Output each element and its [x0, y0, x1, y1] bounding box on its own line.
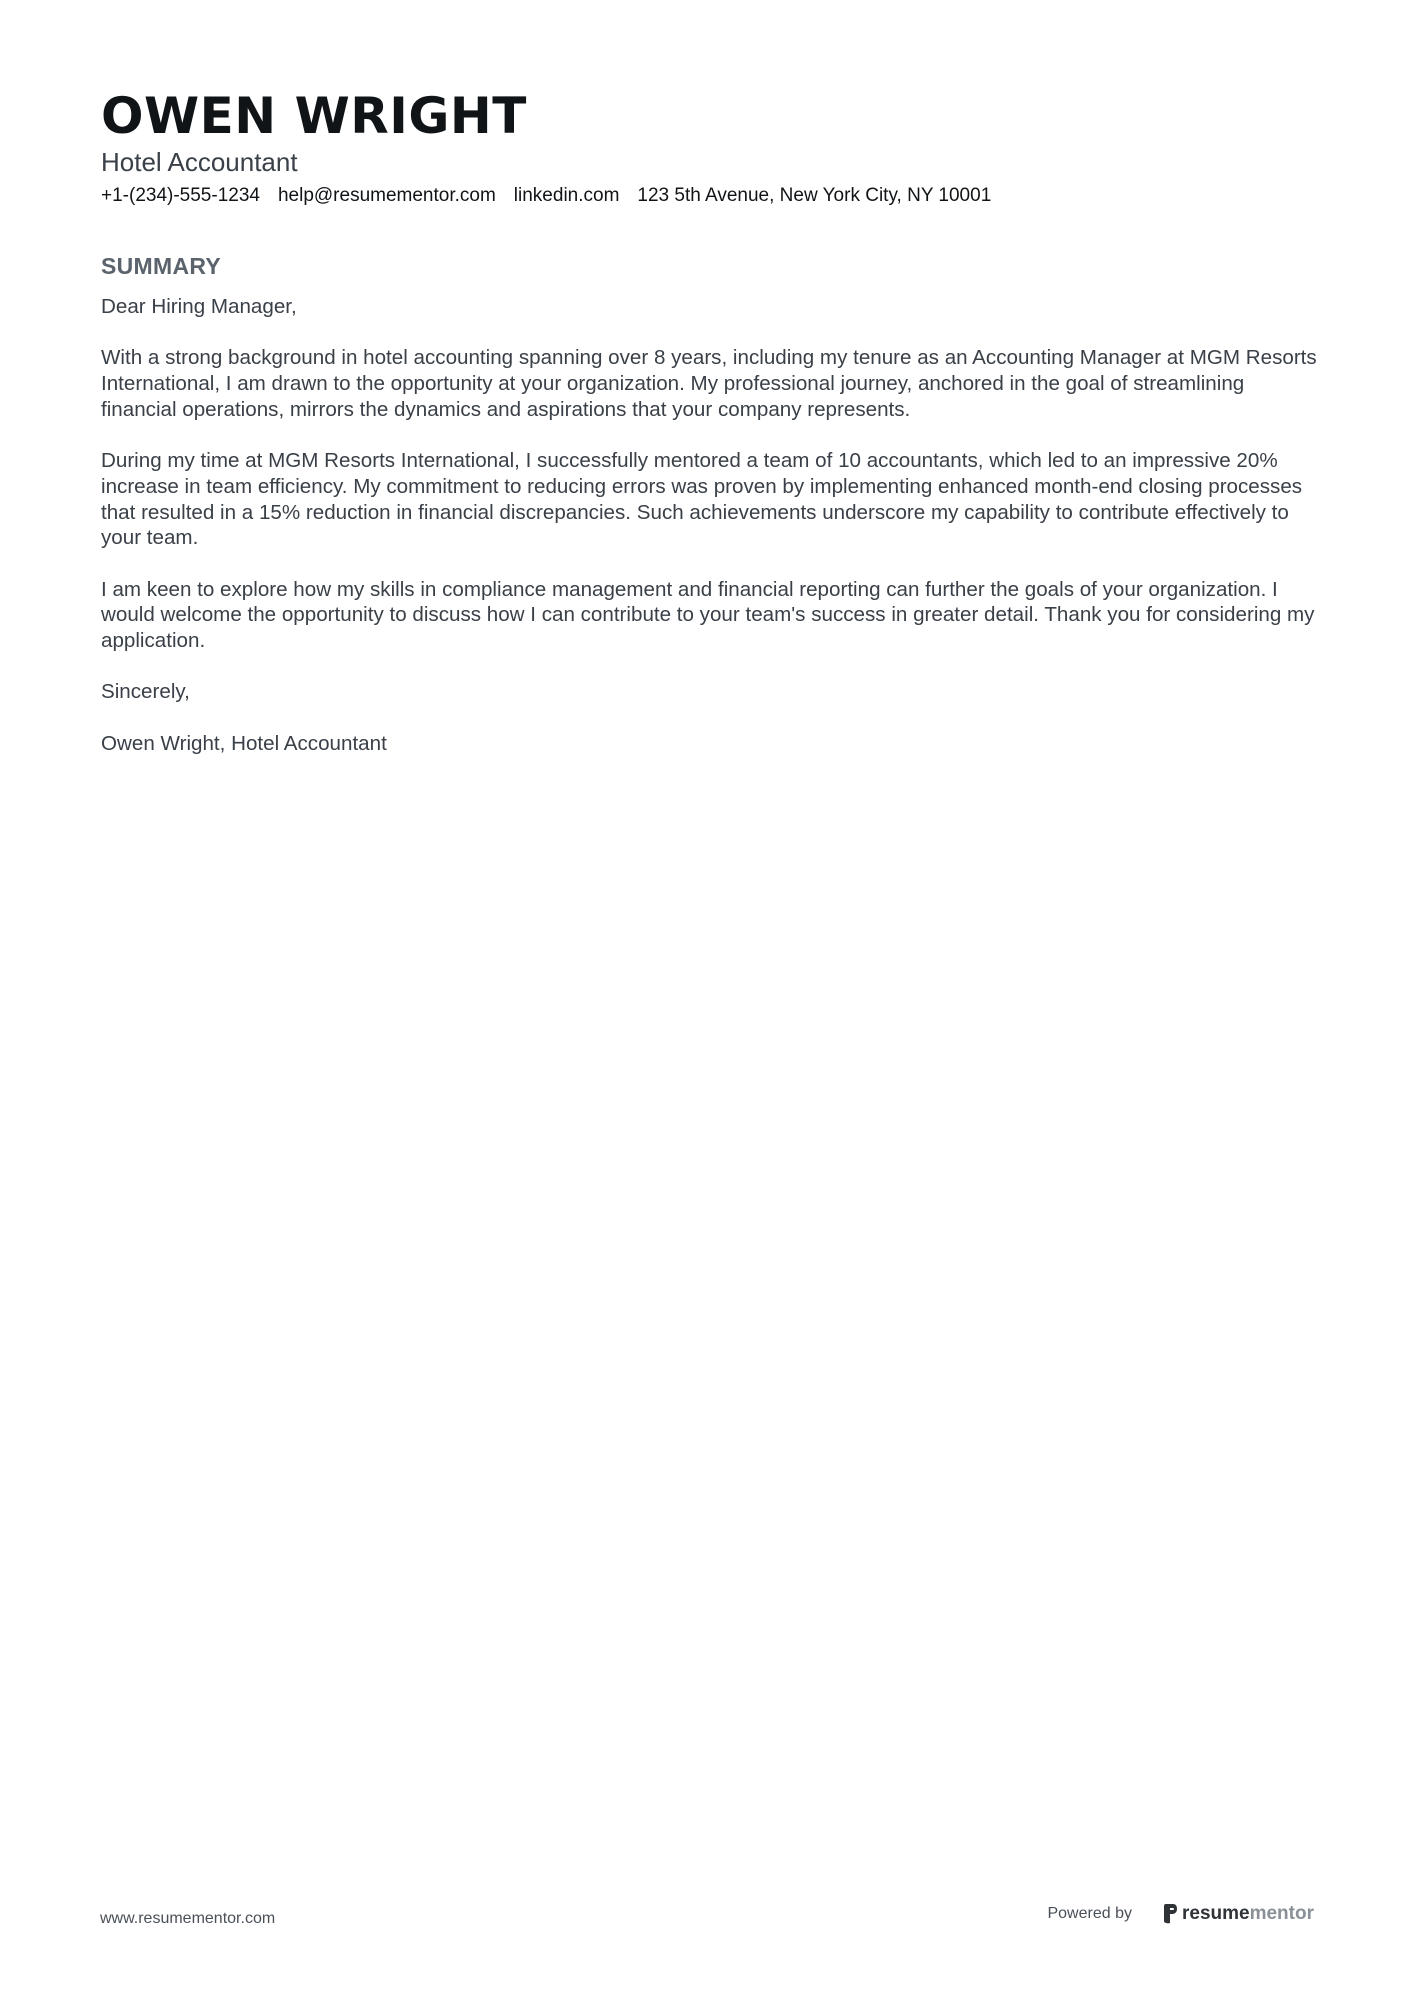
contact-phone: +1-(234)-555-1234: [101, 185, 260, 206]
contact-address: 123 5th Avenue, New York City, NY 10001: [637, 185, 992, 206]
letter-body: [101, 294, 1321, 782]
footer-website-link[interactable]: www.resumementor.com: [100, 1910, 276, 1927]
applicant-name: OWEN WRIGHT: [101, 87, 527, 145]
powered-by-label: Powered by: [1047, 1905, 1132, 1922]
letter-paragraph: With a strong background in hotel accounting spanning over 8 years, including my tenure as an Accounting Manager at MGM Resorts International, I am drawn to the opportunity at your organization. My professional journey, anchored in the goal of streamlining financial operations, mirrors the dynamics and aspirations that your company represents.: [101, 346, 1317, 421]
letter-closing: Sincerely,: [101, 680, 190, 704]
contact-info: [101, 183, 991, 209]
applicant-job-title: Hotel Accountant: [101, 147, 298, 177]
contact-email[interactable]: help@resumementor.com: [277, 185, 496, 206]
footer-powered-by: [1047, 1902, 1314, 1926]
letter-paragraph: I am keen to explore how my skills in compliance management and financial reporting can further the goals of your organization. I would welcome the opportunity to discuss how I can contribute to your team's success in greater detail. Thank you for considering my application.: [101, 577, 1315, 653]
contact-linkedin[interactable]: linkedin.com: [513, 185, 620, 206]
letter-greeting: Dear Hiring Manager,: [101, 295, 297, 318]
section-title-summary: SUMMARY: [101, 253, 222, 279]
letter-signature: Owen Wright, Hotel Accountant: [101, 731, 387, 755]
brand-name-part2: mentor: [1249, 1903, 1314, 1924]
letter-paragraph: During my time at MGM Resorts International, I successfully mentored a team of 10 accountants, which led to an impressive 20% increase in team efficiency. My commitment to reducing errors was proven by implementing enhanced month-end closing processes that resulted in a 15% reduction in financial discrepancies. Such achievements underscore my capability to contribute effectively to your team.: [101, 449, 1303, 550]
brand-name-part1: resume: [1181, 1903, 1250, 1924]
resumementor-logo[interactable]: [1162, 1902, 1314, 1926]
resumementor-logo-icon: [1162, 1903, 1178, 1925]
